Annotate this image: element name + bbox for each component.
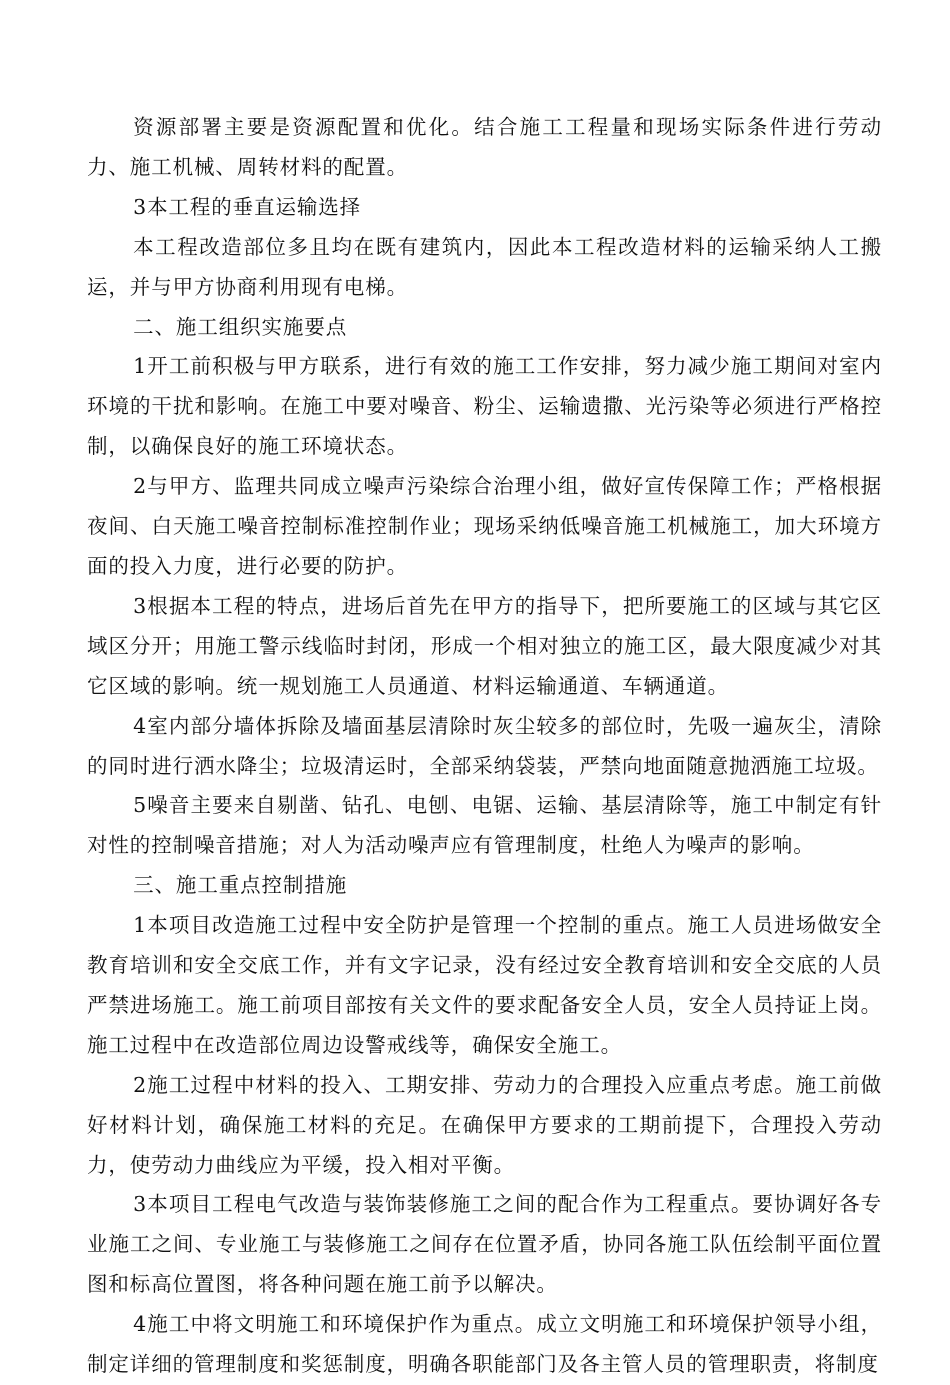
paragraph: 4室内部分墙体拆除及墙面基层清除时灰尘较多的部位时，先吸一遍灰尘，清除的同时进行洒水降尘；垃圾清运时，全部采纳袋装，严禁向地面随意抛洒施工垃圾。 bbox=[87, 713, 882, 778]
paragraph: 资源部署主要是资源配置和优化。结合施工工程量和现场实际条件进行劳动力、施工机械、周转材料的配置。 bbox=[87, 115, 882, 179]
paragraph: 1开工前积极与甲方联系，进行有效的施工工作安排，努力减少施工期间对室内环境的干扰和影响。在施工中要对噪音、粉尘、运输遗撒、光污染等必须进行严格控制，以确保良好的施工环境状态。 bbox=[87, 354, 882, 459]
paragraph: 2与甲方、监理共同成立噪声污染综合治理小组，做好宣传保障工作；严格根据夜间、白天施工噪音控制标准控制作业；现场采纳低噪音施工机械施工，加大环境方面的投入力度，进行必要的防护。 bbox=[87, 474, 882, 578]
paragraph: 5噪音主要来自剔凿、钻孔、电刨、电锯、运输、基层清除等，施工中制定有针对性的控制噪音措施；对人为活动噪声应有管理制度，杜绝人为噪声的影响。 bbox=[87, 793, 882, 858]
paragraph: 4施工中将文明施工和环境保护作为重点。成立文明施工和环境保护领导小组，制定详细的管理制度和奖惩制度，明确各职能部门及各主管人员的管理职责，将制度 bbox=[87, 1312, 882, 1377]
paragraph: 2施工过程中材料的投入、工期安排、劳动力的合理投入应重点考虑。施工前做好材料计划，确保施工材料的充足。在确保甲方要求的工期前提下，合理投入劳动力，使劳动力曲线应为平缓，投入相对平衡。 bbox=[87, 1072, 882, 1177]
document-page bbox=[87, 108, 882, 1385]
paragraph: 本工程改造部位多且均在既有建筑内，因此本工程改造材料的运输采纳人工搬运，并与甲方协商利用现有电梯。 bbox=[87, 234, 882, 299]
paragraph: 1本项目改造施工过程中安全防护是管理一个控制的重点。施工人员进场做安全教育培训和安全交底工作，并有文字记录，没有经过安全教育培训和安全交底的人员严禁进场施工。施工前项目部按有关文件的要求配备安全人员，安全人员持证上岗。施工过程中在改造部位周边设警戒线等，确保安全施工。 bbox=[87, 913, 882, 1057]
section-heading: 二、施工组织实施要点 bbox=[133, 314, 348, 339]
paragraph: 3本项目工程电气改造与装饰装修施工之间的配合作为工程重点。要协调好各专业施工之间、专业施工与装修施工之间存在位置矛盾，协同各施工队伍绘制平面位置图和标高位置图，将各种问题在施工前予以解决。 bbox=[87, 1192, 882, 1297]
paragraph: 3根据本工程的特点，进场后首先在甲方的指导下，把所要施工的区域与其它区域区分开；用施工警示线临时封闭，形成一个相对独立的施工区，最大限度减少对其它区域的影响。统一规划施工人员通道、材料运输通道、车辆通道。 bbox=[87, 593, 882, 698]
section-subheading: 3本工程的垂直运输选择 bbox=[133, 194, 362, 219]
section-heading: 三、施工重点控制措施 bbox=[133, 873, 348, 898]
